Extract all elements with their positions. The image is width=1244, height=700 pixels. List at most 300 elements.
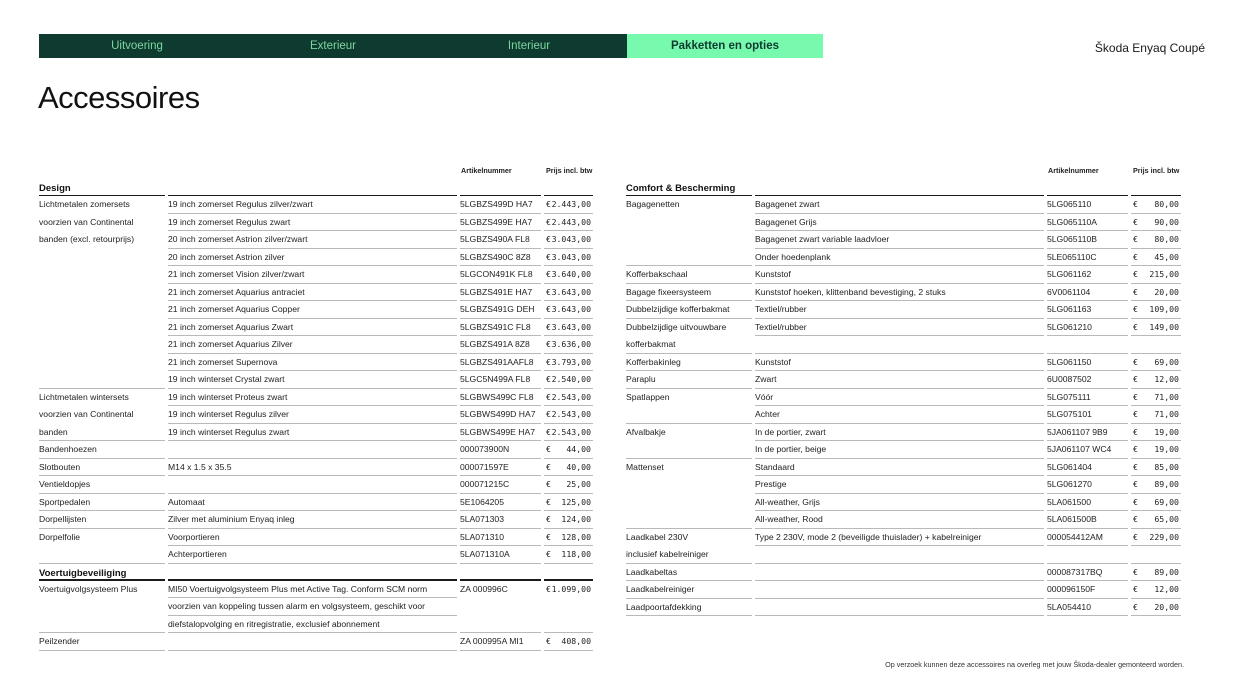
- price-cell: [544, 389, 593, 407]
- description-cell: 21 inch zomerset Vision zilver/zwart: [168, 266, 457, 284]
- category-cell: Paraplu: [626, 371, 752, 389]
- currency-symbol: €: [546, 391, 551, 402]
- description-cell: Achterportieren: [168, 546, 457, 564]
- table-row: [626, 284, 1184, 302]
- tab-pakketten-en-opties[interactable]: Pakketten en opties: [627, 34, 823, 58]
- table-row: [39, 389, 596, 407]
- category-cell: Sportpedalen: [39, 494, 165, 512]
- currency-symbol: €: [1133, 199, 1138, 209]
- currency-symbol: €: [546, 479, 551, 489]
- description-cell: 19 inch zomerset Regulus zilver/zwart: [168, 196, 457, 214]
- article-number-cell: 5JA061107 WC4: [1047, 441, 1128, 459]
- table-row: [626, 319, 1184, 337]
- description-cell: Kunststof: [755, 354, 1044, 372]
- price-cell: [544, 371, 593, 389]
- table-row: [626, 406, 1184, 424]
- tab-uitvoering[interactable]: Uitvoering: [39, 34, 235, 58]
- price-cell: [544, 529, 593, 547]
- table-row: [39, 546, 596, 564]
- price-amount: 3.043,00: [551, 251, 591, 262]
- currency-symbol: €: [546, 636, 551, 646]
- currency-symbol: €: [1133, 321, 1138, 332]
- table-row: [626, 494, 1184, 512]
- article-number-cell: 5LG061150: [1047, 354, 1128, 372]
- currency-symbol: €: [1133, 426, 1138, 437]
- table-row: [39, 616, 596, 634]
- article-number-cell: 000071215C: [460, 476, 541, 494]
- currency-symbol: €: [1133, 566, 1138, 577]
- category-cell: voorzien van Continental: [39, 216, 134, 227]
- currency-symbol: €: [1133, 461, 1138, 472]
- price-cell: [1131, 301, 1181, 319]
- price-cell: [1131, 284, 1181, 302]
- table-row: [39, 266, 596, 284]
- price-cell: [1131, 266, 1181, 284]
- article-number-cell: 5LG065110A: [1047, 214, 1128, 232]
- brand-label: Škoda Enyaq Coupé: [1094, 41, 1205, 55]
- article-number-cell: 6V0061104: [1047, 284, 1128, 302]
- price-amount: 125,00: [561, 496, 591, 507]
- article-number-cell: [460, 616, 541, 634]
- table-row: [39, 249, 596, 267]
- currency-symbol: €: [1133, 251, 1138, 262]
- article-number-cell: 000096150F: [1047, 581, 1128, 599]
- category-cell: kofferbakmat: [626, 336, 752, 354]
- table-row: [39, 598, 596, 616]
- table-row: [39, 231, 596, 249]
- category-cell: [39, 301, 165, 319]
- price-amount: 71,00: [1154, 409, 1179, 419]
- price-amount: 45,00: [1154, 251, 1179, 262]
- table-row: [39, 581, 596, 599]
- article-number-cell: 5LG061404: [1047, 459, 1128, 477]
- currency-symbol: €: [1133, 584, 1138, 594]
- category-cell: Ventieldopjes: [39, 476, 165, 494]
- description-cell: 19 inch winterset Regulus zilver: [168, 406, 457, 424]
- category-cell: [39, 266, 165, 284]
- article-number-cell: 5LGBZS491C FL8: [460, 319, 541, 337]
- price-amount: 3.643,00: [551, 304, 591, 314]
- article-number-cell: 5LGBWS499D HA7: [460, 406, 541, 424]
- price-cell: [1131, 214, 1181, 232]
- currency-symbol: €: [1133, 496, 1138, 507]
- table-row: [626, 196, 1184, 214]
- category-cell: Lichtmetalen zomersets: [39, 199, 130, 209]
- price-cell: [1131, 354, 1181, 372]
- article-number-cell: 5LG061162: [1047, 266, 1128, 284]
- category-cell: [626, 511, 752, 529]
- currency-symbol: €: [1133, 391, 1138, 402]
- currency-symbol: €: [1133, 356, 1138, 367]
- currency-symbol: €: [546, 426, 551, 437]
- currency-symbol: €: [1133, 286, 1138, 297]
- table-row: [39, 354, 596, 372]
- price-amount: 2.543,00: [551, 391, 591, 402]
- price-amount: 124,00: [561, 514, 591, 524]
- table-row: [39, 633, 596, 651]
- section-tabs: [39, 34, 823, 58]
- currency-symbol: €: [546, 234, 551, 244]
- category-cell: [626, 231, 752, 249]
- article-number-cell: 5LGBZS491G DEH: [460, 301, 541, 319]
- currency-symbol: €: [546, 356, 551, 367]
- article-number-cell: 5LGC5N499A FL8: [460, 371, 541, 389]
- currency-symbol: €: [1133, 601, 1138, 612]
- description-cell: [755, 336, 1044, 354]
- table-row: [626, 529, 1184, 547]
- price-amount: 3.043,00: [551, 234, 591, 244]
- description-cell: voorzien van koppeling tussen alarm en volgsysteem, geschikt voor: [168, 598, 457, 616]
- description-cell: 19 inch zomerset Regulus zwart: [168, 214, 457, 232]
- price-cell: [1131, 249, 1181, 267]
- category-cell: [39, 249, 165, 267]
- description-cell: [755, 546, 1044, 564]
- price-amount: 44,00: [566, 444, 591, 454]
- description-cell: Prestige: [755, 476, 1044, 494]
- description-cell: [755, 599, 1044, 617]
- price-cell: [1131, 546, 1181, 564]
- currency-symbol: €: [546, 409, 551, 419]
- price-cell: [1131, 511, 1181, 529]
- price-amount: 408,00: [561, 636, 591, 646]
- article-number-cell: 5LG075111: [1047, 389, 1128, 407]
- description-cell: Type 2 230V, mode 2 (beveiligde thuislader) + kabelreiniger: [755, 529, 1044, 547]
- price-cell: [1131, 389, 1181, 407]
- table-row: [39, 301, 596, 319]
- price-amount: 3.643,00: [551, 286, 591, 297]
- price-amount: 2.543,00: [551, 426, 591, 437]
- table-row: [626, 581, 1184, 599]
- price-cell: [544, 424, 593, 442]
- table-row: [39, 319, 596, 337]
- article-number-cell: 5LGCON491K FL8: [460, 266, 541, 284]
- section-header-safety: [39, 564, 596, 581]
- price-cell: [1131, 336, 1181, 354]
- price-cell: [544, 581, 593, 599]
- accessories-table-right: [626, 162, 1184, 616]
- price-cell: [544, 406, 593, 424]
- table-row: [39, 336, 596, 354]
- description-cell: 20 inch zomerset Astrion zilver: [168, 249, 457, 267]
- table-row: [39, 511, 596, 529]
- article-number-cell: 5E1064205: [460, 494, 541, 512]
- price-cell: [544, 633, 593, 651]
- description-cell: [168, 441, 457, 459]
- currency-symbol: €: [546, 286, 551, 297]
- description-cell: diefstalopvolging en ritregistratie, exclusief abonnement: [168, 616, 457, 634]
- price-cell: [544, 231, 593, 249]
- price-cell: [544, 511, 593, 529]
- article-number-cell: 5LGBZS490A FL8: [460, 231, 541, 249]
- table-row: [626, 301, 1184, 319]
- category-cell: [39, 616, 165, 634]
- currency-symbol: €: [546, 496, 551, 507]
- description-cell: [755, 581, 1044, 599]
- category-cell: [626, 476, 752, 494]
- price-amount: 2.443,00: [551, 199, 591, 209]
- table-row: [626, 266, 1184, 284]
- description-cell: Kunststof: [755, 266, 1044, 284]
- table-row: [626, 336, 1184, 354]
- price-amount: 12,00: [1154, 374, 1179, 384]
- section-title: Design: [39, 183, 71, 194]
- category-cell: Dorpelfolie: [39, 531, 81, 542]
- price-cell: [1131, 441, 1181, 459]
- table-row: [39, 371, 596, 389]
- column-header-artikelnummer: Artikelnummer: [461, 166, 512, 175]
- currency-symbol: €: [546, 583, 551, 594]
- article-number-cell: 6U0087502: [1047, 371, 1128, 389]
- category-cell: Kofferbakinleg: [626, 354, 752, 372]
- article-number-cell: 5LGBZS490C 8Z8: [460, 249, 541, 267]
- category-cell: Peilzender: [39, 633, 165, 651]
- price-amount: 19,00: [1154, 444, 1179, 454]
- category-cell: [626, 406, 752, 424]
- column-header-artikelnummer: Artikelnummer: [1048, 166, 1099, 175]
- table-row: [626, 599, 1184, 617]
- category-cell: voorzien van Continental: [39, 409, 134, 419]
- price-amount: 3.643,00: [551, 321, 591, 332]
- article-number-cell: 5LA071310: [460, 529, 541, 547]
- price-cell: [544, 336, 593, 354]
- table-row: [39, 196, 596, 214]
- article-number-cell: 5LA061500B: [1047, 511, 1128, 529]
- page-title: Accessoires: [38, 80, 200, 115]
- price-amount: 118,00: [561, 549, 591, 559]
- table-row: [626, 389, 1184, 407]
- category-cell: [626, 249, 752, 267]
- category-cell: Bagage fixeersysteem: [626, 284, 752, 302]
- description-cell: MI50 Voertuigvolgsysteem Plus met Active Tag. Conform SCM norm: [168, 581, 457, 599]
- currency-symbol: €: [1133, 374, 1138, 384]
- article-number-cell: 5LA054410: [1047, 599, 1128, 617]
- category-cell: [39, 598, 165, 616]
- category-cell: [39, 371, 165, 389]
- category-cell: [39, 546, 165, 564]
- category-cell: banden (excl. retourprijs): [39, 234, 135, 244]
- article-number-cell: 5LG065110: [1047, 196, 1128, 214]
- article-number-cell: 5LGBWS499E HA7: [460, 424, 541, 442]
- tab-interieur[interactable]: Interieur: [431, 34, 627, 58]
- price-cell: [1131, 599, 1181, 617]
- price-cell: [544, 441, 593, 459]
- description-cell: Achter: [755, 406, 1044, 424]
- price-cell: [1131, 319, 1181, 337]
- category-cell: Dubbelzijdige kofferbakmat: [626, 301, 752, 319]
- description-cell: 21 inch zomerset Aquarius Zilver: [168, 336, 457, 354]
- article-number-cell: 000071597E: [460, 459, 541, 477]
- description-cell: Bagagenet Grijs: [755, 214, 1044, 232]
- price-amount: 3.636,00: [551, 339, 591, 349]
- category-cell: Bandenhoezen: [39, 441, 165, 459]
- description-cell: 19 inch winterset Regulus zwart: [168, 424, 457, 442]
- article-number-cell: 5LG061163: [1047, 301, 1128, 319]
- article-number-cell: [460, 598, 541, 616]
- description-cell: Kunststof hoeken, klittenband bevestiging, 2 stuks: [755, 284, 1044, 302]
- description-cell: M14 x 1.5 x 35.5: [168, 459, 457, 477]
- section-header-comfort: [626, 179, 1184, 196]
- price-cell: [1131, 424, 1181, 442]
- table-row: [39, 284, 596, 302]
- category-cell: [39, 284, 165, 302]
- currency-symbol: €: [1133, 479, 1138, 489]
- price-cell: [544, 598, 593, 616]
- currency-symbol: €: [1133, 269, 1138, 279]
- category-cell: Spatlappen: [626, 391, 670, 402]
- description-cell: Voorportieren: [168, 529, 457, 547]
- article-number-cell: 5LGBZS491E HA7: [460, 284, 541, 302]
- description-cell: All-weather, Rood: [755, 511, 1044, 529]
- table-row: [39, 476, 596, 494]
- description-cell: 21 inch zomerset Aquarius Zwart: [168, 319, 457, 337]
- category-cell: Laadkabel 230V: [626, 531, 689, 542]
- table-row: [39, 459, 596, 477]
- category-cell: [626, 214, 752, 232]
- price-cell: [544, 616, 593, 634]
- table-row: [626, 564, 1184, 582]
- category-cell: Mattenset: [626, 461, 664, 472]
- category-cell: Kofferbakschaal: [626, 266, 752, 284]
- category-cell: [626, 494, 752, 512]
- currency-symbol: €: [546, 304, 551, 314]
- article-number-cell: [1047, 546, 1128, 564]
- price-amount: 229,00: [1149, 531, 1179, 542]
- price-cell: [1131, 581, 1181, 599]
- currency-symbol: €: [546, 269, 551, 279]
- description-cell: Zilver met aluminium Enyaq inleg: [168, 511, 457, 529]
- category-cell: [39, 354, 165, 372]
- article-number-cell: 5LA061500: [1047, 494, 1128, 512]
- article-number-cell: 000087317BQ: [1047, 564, 1128, 582]
- table-row: [39, 424, 596, 442]
- currency-symbol: €: [1133, 234, 1138, 244]
- article-number-cell: 5LA071303: [460, 511, 541, 529]
- description-cell: [755, 564, 1044, 582]
- table-row: [39, 214, 596, 232]
- currency-symbol: €: [546, 321, 551, 332]
- currency-symbol: €: [546, 461, 551, 472]
- table-row: [626, 441, 1184, 459]
- description-cell: 19 inch winterset Proteus zwart: [168, 389, 457, 407]
- currency-symbol: €: [1133, 531, 1138, 542]
- article-number-cell: 5LGBWS499C FL8: [460, 389, 541, 407]
- price-cell: [544, 266, 593, 284]
- price-amount: 65,00: [1154, 514, 1179, 524]
- description-cell: 19 inch winterset Crystal zwart: [168, 371, 457, 389]
- table-row: [626, 546, 1184, 564]
- price-cell: [1131, 231, 1181, 249]
- price-amount: 20,00: [1154, 286, 1179, 297]
- table-row: [39, 529, 596, 547]
- article-number-cell: 5LG065110B: [1047, 231, 1128, 249]
- article-number-cell: 5LG075101: [1047, 406, 1128, 424]
- article-number-cell: [1047, 336, 1128, 354]
- article-number-cell: 5LGBZS499E HA7: [460, 214, 541, 232]
- description-cell: Standaard: [755, 459, 1044, 477]
- column-header-prijs: Prijs incl. btw: [546, 166, 593, 175]
- table-row: [626, 231, 1184, 249]
- price-amount: 12,00: [1154, 584, 1179, 594]
- price-amount: 109,00: [1149, 304, 1179, 314]
- description-cell: 21 inch zomerset Supernova: [168, 354, 457, 372]
- tab-exterieur[interactable]: Exterieur: [235, 34, 431, 58]
- currency-symbol: €: [546, 199, 551, 209]
- column-header-row: [39, 162, 596, 179]
- category-cell: Lichtmetalen wintersets: [39, 391, 129, 402]
- currency-symbol: €: [546, 216, 551, 227]
- footnote: Op verzoek kunnen deze accessoires na overleg met jouw Škoda-dealer gemonteerd worden.: [885, 660, 1184, 669]
- price-amount: 80,00: [1154, 234, 1179, 244]
- description-cell: [168, 476, 457, 494]
- category-cell: [626, 441, 752, 459]
- description-cell: In de portier, beige: [755, 441, 1044, 459]
- price-amount: 215,00: [1149, 269, 1179, 279]
- currency-symbol: €: [546, 549, 551, 559]
- category-cell: Slotbouten: [39, 459, 165, 477]
- price-amount: 89,00: [1154, 479, 1179, 489]
- category-cell: Bagagenetten: [626, 199, 680, 209]
- table-row: [626, 371, 1184, 389]
- column-header-row: [626, 162, 1184, 179]
- description-cell: Vóór: [755, 389, 1044, 407]
- description-cell: 20 inch zomerset Astrion zilver/zwart: [168, 231, 457, 249]
- description-cell: Onder hoedenplank: [755, 249, 1044, 267]
- section-title: Comfort & Bescherming: [626, 183, 736, 194]
- currency-symbol: €: [546, 531, 551, 542]
- price-cell: [544, 546, 593, 564]
- article-number-cell: 5LGBZS491A 8Z8: [460, 336, 541, 354]
- description-cell: All-weather, Grijs: [755, 494, 1044, 512]
- price-cell: [544, 214, 593, 232]
- price-cell: [1131, 494, 1181, 512]
- price-amount: 20,00: [1154, 601, 1179, 612]
- description-cell: Automaat: [168, 494, 457, 512]
- currency-symbol: €: [546, 251, 551, 262]
- table-row: [626, 459, 1184, 477]
- table-row: [626, 476, 1184, 494]
- category-cell: Afvalbakje: [626, 426, 666, 437]
- price-amount: 69,00: [1154, 496, 1179, 507]
- currency-symbol: €: [1133, 514, 1138, 524]
- article-number-cell: 5LA071310A: [460, 546, 541, 564]
- table-row: [39, 406, 596, 424]
- currency-symbol: €: [1133, 444, 1138, 454]
- description-cell: Zwart: [755, 371, 1044, 389]
- category-cell: [39, 336, 165, 354]
- currency-symbol: €: [546, 514, 551, 524]
- description-cell: 21 inch zomerset Aquarius antraciet: [168, 284, 457, 302]
- price-amount: 1.099,00: [551, 583, 591, 594]
- description-cell: Textiel/rubber: [755, 301, 1044, 319]
- price-amount: 19,00: [1154, 426, 1179, 437]
- price-cell: [1131, 529, 1181, 547]
- currency-symbol: €: [1133, 216, 1138, 227]
- description-cell: Textiel/rubber: [755, 319, 1044, 337]
- article-number-cell: ZA 000995A MI1: [460, 633, 541, 651]
- price-amount: 149,00: [1149, 321, 1179, 332]
- description-cell: Bagagenet zwart variable laadvloer: [755, 231, 1044, 249]
- price-amount: 2.543,00: [551, 409, 591, 419]
- price-amount: 2.540,00: [551, 374, 591, 384]
- category-cell: Laadkabelreiniger: [626, 581, 752, 599]
- article-number-cell: 5LG061210: [1047, 319, 1128, 337]
- price-cell: [1131, 476, 1181, 494]
- price-cell: [544, 476, 593, 494]
- price-amount: 128,00: [561, 531, 591, 542]
- price-amount: 3.640,00: [551, 269, 591, 279]
- price-amount: 85,00: [1154, 461, 1179, 472]
- category-cell: banden: [39, 424, 165, 442]
